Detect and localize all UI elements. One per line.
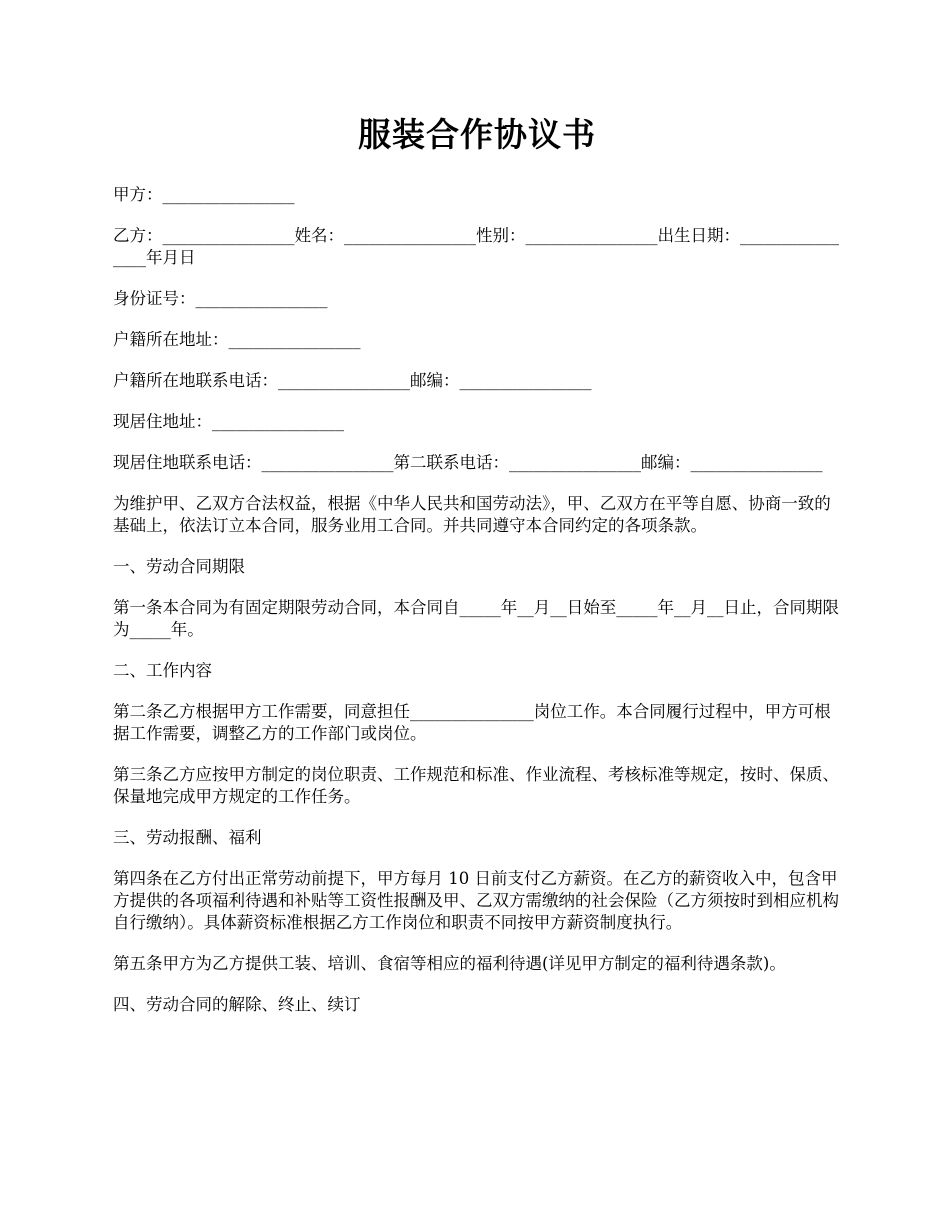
article-3: 第三条乙方应按甲方制定的岗位职责、工作规范和标准、作业流程、考核标准等规定，按时、保质、保量地完成甲方规定的工作任务。 xyxy=(113,765,839,806)
article-1: 第一条本合同为有固定期限劳动合同，本合同自_____年__月__日始至_____年__月__日止，合同期限为_____年。 xyxy=(113,598,839,639)
section-heading-work: 二、工作内容 xyxy=(113,661,212,680)
party-b-field: 乙方：________________姓名：________________性别：________________出生日期：________________年月日 xyxy=(113,226,839,267)
intro-paragraph: 为维护甲、乙双方合法权益，根据《中华人民共和国劳动法》，甲、乙双方在平等自愿、协商一致的基础上，依法订立本合同，服务业用工合同。并共同遵守本合同约定的各项条款。 xyxy=(113,494,831,535)
document-page xyxy=(113,110,841,1035)
article-2: 第二条乙方根据甲方工作需要，同意担任_______________岗位工作。本合同履行过程中，甲方可根据工作需要，调整乙方的工作部门或岗位。 xyxy=(113,702,831,743)
id-number-field: 身份证号：________________ xyxy=(113,289,328,308)
section-heading-termination: 四、劳动合同的解除、终止、续订 xyxy=(113,995,361,1014)
current-phone-field: 现居住地联系电话：________________第二联系电话：________________邮编：________________ xyxy=(113,453,823,472)
article-5: 第五条甲方为乙方提供工装、培训、食宿等相应的福利待遇(详见甲方制定的福利待遇条款)。 xyxy=(113,954,786,973)
household-address-field: 户籍所在地址：________________ xyxy=(113,330,361,349)
article-4: 第四条在乙方付出正常劳动前提下，甲方每月 10 日前支付乙方薪资。在乙方的薪资收入中，包含甲方提供的各项福利待遇和补贴等工资性报酬及甲、乙双方需缴纳的社会保险（乙方须按时到相应机构自行缴纳）。具体薪资标准根据乙方工作岗位和职责不同按甲方薪资制度执行。 xyxy=(113,869,839,932)
document-title: 服装合作协议书 xyxy=(358,115,596,154)
section-heading-pay: 三、劳动报酬、福利 xyxy=(113,828,262,847)
current-address-field: 现居住地址：________________ xyxy=(113,412,344,431)
section-heading-term: 一、劳动合同期限 xyxy=(113,557,245,576)
party-a-field: 甲方：________________ xyxy=(113,185,295,204)
household-phone-field: 户籍所在地联系电话：________________邮编：________________ xyxy=(113,371,592,390)
